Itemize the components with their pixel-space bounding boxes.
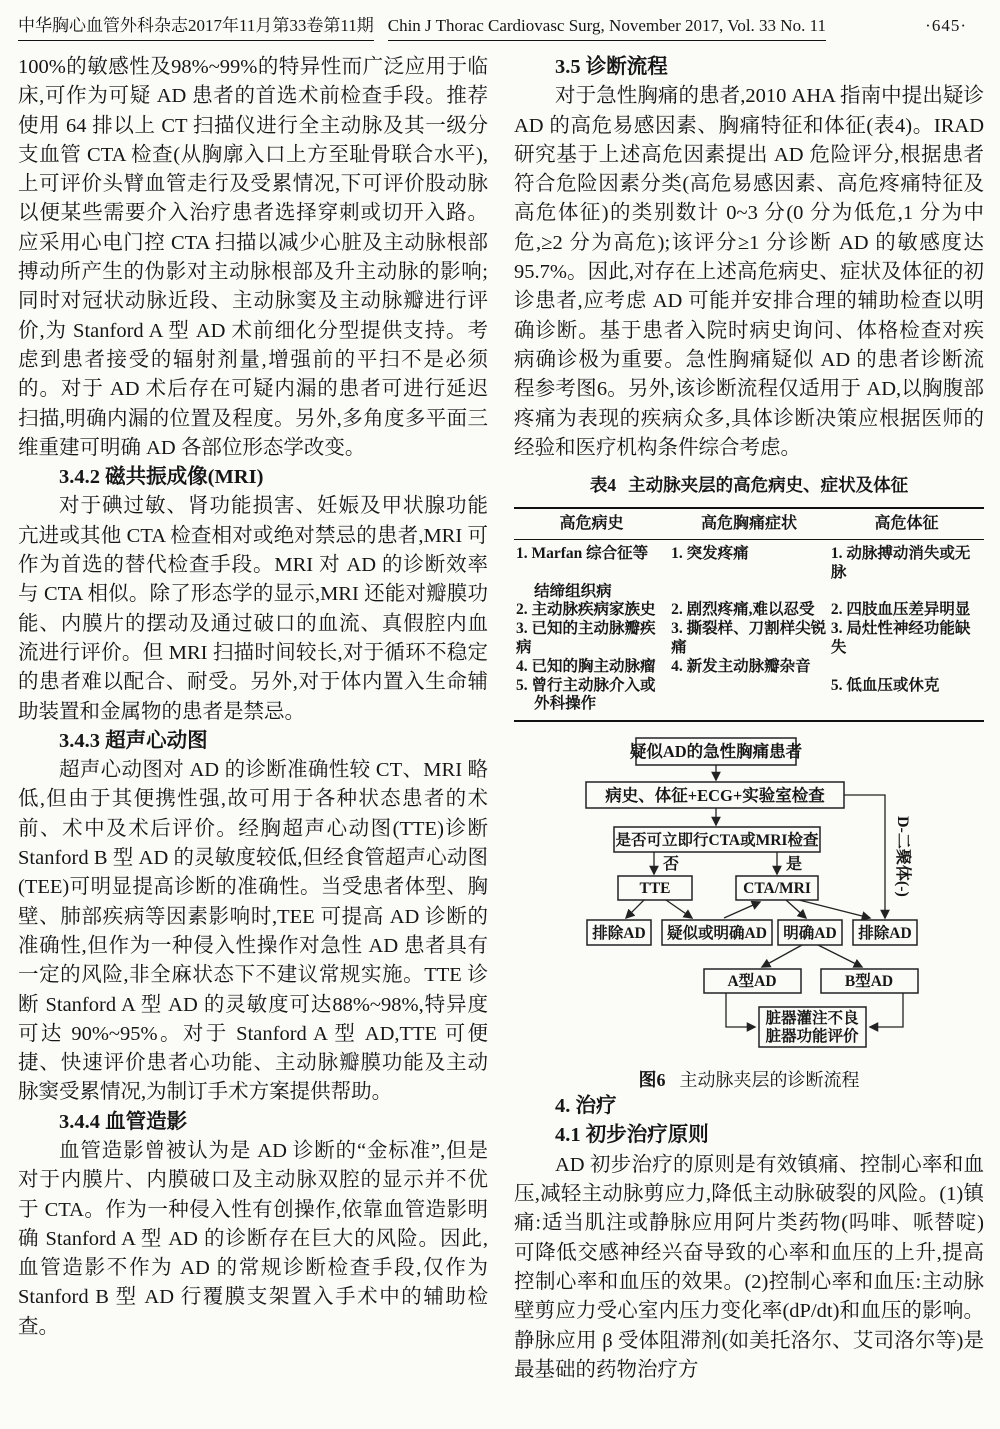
table-cell: 1. 突发疼痛 [671, 544, 749, 562]
table4-header-signs: 高危体征 [829, 508, 984, 539]
flow-node-typea: A型AD [727, 973, 777, 991]
table-row [514, 695, 984, 721]
flow-arrow-tte-suspect [666, 900, 692, 918]
table-cell: 2. 主动脉疾病家族史 [516, 601, 656, 619]
table-row [514, 658, 984, 677]
flow-node-typeb: B型AD [844, 973, 894, 991]
flow-node-question: 是否可立即行CTA或MRI检查 [615, 832, 819, 850]
table-cell: 3. 已知的主动脉瓣疾病 [516, 620, 656, 656]
paragraph-initial-treatment: AD 初步治疗的原则是有效镇痛、控制心率和血压,减轻主动脉剪应力,降低主动脉破裂的风险。(1)镇痛:适当肌注或静脉应用阿片类药物(吗啡、哌替啶)可降低交感神经兴奋导致的心率和血压的上升,提高控制心率和血压的效果。(2)控制心率和血压:主动脉壁剪应力受心室内压力变化率(dP/dt)和血压的影响。静脉应用 β 受体阻滞剂(如美托洛尔、艾司洛尔等)是最基础的药物治疗方 [514, 1153, 984, 1381]
figure6-label: 图6 [638, 1070, 666, 1091]
flow-arrow-typea-organ [726, 993, 755, 1027]
table4-header-history: 高危病史 [514, 508, 669, 539]
flow-arrow-tte-exclude [626, 900, 644, 918]
flow-node-confirm: 明确AD [783, 925, 837, 943]
table-cell: 4. 已知的胸主动脉瘤 [516, 657, 656, 675]
flow-node-tte: TTE [639, 880, 671, 898]
flow-label-ddimer: D-二聚体(-) [894, 816, 911, 897]
table-cell [669, 695, 829, 721]
flow-arrow-ddimer-exclude [844, 795, 885, 918]
page-number: ·645· [925, 16, 967, 35]
table-cell [669, 677, 829, 696]
flow-node-exclude-right: 排除AD [858, 925, 912, 943]
table-cell [669, 583, 829, 602]
table-cell: 4. 新发主动脉瓣杂音 [671, 657, 811, 675]
table4-caption: 主动脉夹层的高危病史、症状及体征 [628, 475, 909, 496]
table-cell: 3. 撕裂样、刀割样尖锐痛 [671, 620, 827, 656]
table-cell: 外科操作 [534, 695, 597, 713]
table-row [514, 601, 984, 620]
table-cell: 3. 局灶性神经功能缺失 [830, 620, 971, 656]
flowchart-diagram [514, 732, 984, 1054]
two-column-body [18, 53, 985, 1385]
paragraph-angiography: 血管造影曾被认为是 AD 诊断的“金标准”,但是对于内膜片、内膜破口及主动脉双腔的显示并不优于 CTA。作为一种侵入性有创操作,依靠血管造影明确 Stanford A 型 AD 的诊断存在巨大的风险。因此,血管造影不作为 AD 的常规诊断检查手段,仅作为 Stanford B 型 AD 行覆膜支架置入手术中的辅助检查。 [18, 1139, 488, 1338]
flow-arrow-ctamri-exclude [799, 900, 870, 918]
table-cell: 1. Marfan 综合征等 [516, 544, 649, 562]
table4-header-pain: 高危胸痛症状 [669, 508, 829, 539]
figure6-caption-text: 主动脉夹层的诊断流程 [679, 1070, 860, 1091]
figure6 [514, 732, 984, 1092]
flow-label-yes: 是 [786, 856, 803, 874]
paragraph-diagnostic-flow: 对于急性胸痛的患者,2010 AHA 指南中提出疑诊 AD 的高危易感因素、胸痛特征和体征(表4)。IRAD 研究基于上述高危因素提出 AD 危险评分,根据患者符合危险因素分类(高危易感因素、高危疼痛特征及高危体征)的类别数计 0~3 分(0 分为低危,1 分为中危,≥2 分为高危);该评分≥1 分诊断 AD 的敏感度达 95.7%。因此,对存在上述高危病史、症状及体征的初诊患者,应考虑 AD 可能并安排合理的辅助检查以明确诊断。基于患者入院时病史询问、体格检查对疾病确诊极为重要。急性胸痛疑似 AD 的患者诊断流程参考图6。另外,该诊断流程仅适用于 AD,以胸腹部疼痛为表现的疾病众多,具体诊断决策应根据医师的经验和医疗机构条件综合考虑。 [514, 85, 984, 459]
table-cell [829, 658, 984, 677]
table-cell: 5. 曾行主动脉介入或 [516, 676, 656, 694]
journal-title-en: Chin J Thorac Cardiovasc Surg, November 2017, Vol. 33 No. 11 [388, 14, 826, 41]
table-row [514, 677, 984, 696]
table-cell [829, 695, 984, 721]
table-cell [829, 583, 984, 602]
table-cell: 1. 动脉搏动消失或无脉 [830, 544, 971, 581]
flow-arrow-typeb-organ [870, 993, 903, 1027]
heading-3-5: 3.5 诊断流程 [555, 56, 668, 78]
running-head [18, 14, 985, 41]
flow-node-organ-line2: 脏器功能评价 [765, 1028, 859, 1046]
flow-label-no: 否 [663, 856, 680, 874]
table4-block [514, 473, 984, 722]
heading-3-4-2: 3.4.2 磁共振成像(MRI) [59, 466, 264, 489]
table4-label: 表4 [589, 475, 617, 496]
flow-node-ctamri: CTA/MRI [743, 880, 811, 898]
table4 [514, 507, 984, 722]
left-column [18, 53, 488, 1385]
flow-node-exam: 病史、体征+ECG+实验室检查 [605, 786, 825, 806]
table-cell: 2. 剧烈疼痛,难以忍受 [671, 601, 815, 619]
flow-node-organ-line1: 脏器灌注不良 [765, 1010, 859, 1028]
table-cell: 2. 四肢血压差异明显 [830, 601, 971, 619]
flow-arrow-confirm-typea [762, 945, 802, 967]
flow-arrow-ctamri-confirm [786, 900, 806, 918]
heading-4: 4. 治疗 [555, 1095, 617, 1118]
flow-node-exclude-left: 排除AD [592, 925, 646, 943]
paragraph-ct-continuation: 100%的敏感性及98%~99%的特异性而广泛应用于临床,可作为可疑 AD 患者的首选术前检查手段。推荐使用 64 排以上 CT 扫描仪进行全主动脉及其一级分支血管 CTA 检查(从胸廓入口上方至耻骨联合水平),上可评价头臂血管走行及受累情况,下可评价股动脉以便某些需要介入治疗患者选择穿刺或切开入路。应采用心电门控 CTA 扫描以减少心脏及主动脉根部搏动所产生的伪影对主动脉根部及升主动脉的影响;同时对冠状动脉近段、主动脉窦及主动脉瓣进行评价,为 Stanford A 型 AD 术前细化分型提供支持。考虑到患者接受的辐射剂量,增强前的平扫不是必须的。对于 AD 术后存在可疑内漏的患者可进行延迟扫描,明确内漏的位置及程度。另外,多角度多平面三维重建可明确 AD 各部位形态学改变。 [18, 56, 488, 459]
table-row [514, 539, 984, 582]
flow-node-start: 疑似AD的急性胸痛患者 [629, 742, 803, 762]
heading-3-4-3: 3.4.3 超声心动图 [59, 729, 208, 752]
paragraph-mri: 对于碘过敏、肾功能损害、妊娠及甲状腺功能亢进或其他 CTA 检查相对或绝对禁忌的患者,MRI 可作为首选的替代检查手段。MRI 对 AD 的诊断效率与 CTA 相似。除了形态学的显示,MRI 还能对瓣膜功能、内膜片的摆动及通过破口的血流、真假腔内血流进行评价。但 MRI 扫描时间较长,对于循环不稳定的患者难以配合、耐受。另外,对于体内置入生命辅助装置和金属物的患者是禁忌。 [18, 495, 488, 723]
table4-title [514, 473, 984, 497]
paragraph-echo: 超声心动图对 AD 的诊断准确性较 CT、MRI 略低,但由于其便携性强,故可用于各种状态患者的术前、术中及术后评价。经胸超声心动图(TTE)诊断 Stanford B 型 AD 的灵敏度较低,但经食管超声心动图(TEE)可明显提高诊断的准确性。当受患者体型、胸壁、肺部疾病等因素影响时,TEE 可提高 AD 诊断的准确性,但作为一种侵入性操作对急性 AD 患者具有一定的风险,非全麻状态下不建议常规实施。TTE 诊断 Stanford A 型 AD 的灵敏度可达88%~98%,特异度可达 90%~95%。对于 Stanford A 型 AD,TTE 可便捷、快速评价患者心功能、主动脉瓣膜功能及主动脉窦受累情况,为制订手术方案提供帮助。 [18, 759, 488, 1104]
flow-node-suspect: 疑似或明确AD [667, 925, 767, 943]
table-cell: 结缔组织病 [534, 582, 612, 600]
heading-4-1: 4.1 初步治疗原则 [555, 1124, 709, 1147]
journal-title-cn: 中华胸心血管外科杂志2017年11月第33卷第11期 [18, 14, 374, 41]
heading-3-4-4: 3.4.4 血管造影 [59, 1110, 188, 1133]
table-cell: 5. 低血压或休克 [830, 676, 940, 694]
flow-arrow-confirm-typeb [818, 945, 862, 967]
table-row [514, 620, 984, 658]
table4-header-row [514, 508, 984, 539]
table-row [514, 583, 984, 602]
flow-arrow-suspect-ctamri [724, 902, 760, 918]
figure6-caption [514, 1068, 984, 1092]
right-column [514, 53, 984, 1385]
